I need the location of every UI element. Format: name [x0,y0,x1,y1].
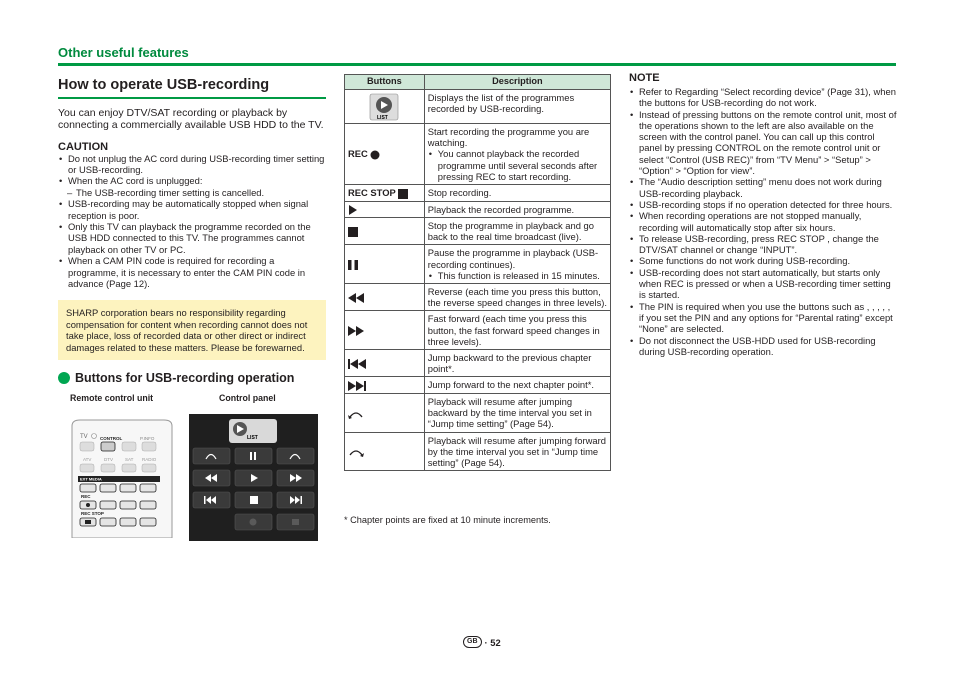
table-cell-description: Jump forward to the next chapter point*. [424,377,610,394]
pause-desc: Pause the programme in playback (USB-recording continues). [427,247,599,270]
table-cell-description: Displays the list of the programmes recorded by USB-recording. [424,90,610,124]
region-badge: GB [463,636,482,648]
table-row [345,377,611,394]
panel-caption: Control panel [219,393,276,404]
note-heading: NOTE [629,72,660,84]
page-number [463,636,501,648]
jump-back-icon [348,409,364,419]
remote-ext-label: EXT MEDIA [80,476,102,482]
table-row [345,394,611,433]
top-rule [58,63,896,66]
remote-radio-label: RADIO [142,457,157,462]
note-item: • USB-recording stops if no operation detected for three hours. [629,199,897,210]
play-icon [348,205,358,215]
table-row [345,90,611,124]
table-cell-description [424,245,610,284]
section-title: Other useful features [58,45,189,60]
note-item: • Do not disconnect the USB-HDD used for USB-recording during USB-recording operation. [629,335,897,358]
table-cell-description: Fast forward (each time you press this button, the fast forward speed changes in three levels). [424,311,610,350]
note-item: • The “Audio description setting” menu does not work during USB-recording playback. [629,176,897,199]
table-footnote: * Chapter points are fixed at 10 minute increments. [344,515,551,525]
pause-desc-sub: • This function is released in 15 minutes. [428,270,607,281]
record-circle-icon [370,150,380,160]
buttons-heading [58,371,326,385]
fast-forward-button-cell [345,311,425,350]
buttons-heading-text: Buttons for USB-recording operation [75,371,295,386]
table-row [345,245,611,284]
table-cell-description: Playback will resume after jumping backward by the time interval you set in “Jump time setting” (Page 54). [424,394,610,433]
table-row [345,432,611,471]
stop-icon [348,227,358,237]
remote-pinfo-label: P.INFO [140,436,155,441]
buttons-table [344,74,611,471]
figure-captions [58,393,326,405]
skip-back-button-cell [345,350,425,377]
remote-atv-label: ATV [83,457,92,462]
intro-text: You can enjoy DTV/SAT recording or playback by connecting a commercially available USB HDD to the TV. [58,107,324,132]
rewind-icon [348,293,364,303]
note-item: • USB-recording does not start automatically, but starts only when REC is pressed or when a USB-recording timer setting is started. [629,267,897,301]
note-item: • To release USB-recording, press REC STOP , change the DTV/SAT channel or change “INPUT”. [629,233,897,256]
page-heading: How to operate USB-recording [58,77,326,99]
remote-sat-label: SAT [125,457,134,462]
table-cell-description [424,124,610,185]
skip-back-icon [348,359,368,369]
remote-dtv-label: DTV [104,457,113,462]
list-button-text: LIST [377,114,389,121]
note-list [629,86,897,357]
control-panel-illustration [189,414,318,541]
skip-forward-button-cell [345,377,425,394]
caution-item: • When the AC cord is unplugged: [58,175,326,186]
note-item: • The PIN is required when you use the buttons such as , , , , , if you set the PIN and any options for “Parental rating” except “None” are selected. [629,301,897,335]
jump-forward-button-cell [345,432,425,471]
table-row [345,185,611,202]
caution-item: • Do not unplug the AC cord during USB-recording timer setting or USB-recording. [58,153,326,176]
remote-recstop-label: REC STOP [81,511,104,516]
stop-square-icon [398,189,408,199]
list-button-cell [345,90,425,124]
table-row [345,218,611,245]
table-row [345,124,611,185]
caution-heading: CAUTION [58,140,109,153]
rec-desc: Start recording the programme you are watching. [427,126,590,149]
rewind-button-cell [345,284,425,311]
panel-list-label: LIST [247,435,258,441]
pause-button-cell [345,245,425,284]
caution-list [58,153,326,290]
pause-icon [348,260,358,270]
note-item: • Some functions do not work during USB-recording. [629,255,897,266]
caution-subitem: – The USB-recording timer setting is cancelled. [58,187,326,198]
caution-item: • When a CAM PIN code is required for recording a programme, it is necessary to enter the CAM PIN code in advance (Page 12). [58,255,326,289]
remote-control-label: CONTROL [100,436,123,441]
table-cell-description: Playback will resume after jumping forward by the time interval you set in “Jump time setting” (Page 54). [424,432,610,471]
note-item: • When recording operations are not stopped manually, recording will automatically stop after six hours. [629,210,897,233]
stop-button-cell [345,218,425,245]
col-header-description: Description [424,75,610,90]
skip-forward-icon [348,381,368,391]
table-row [345,311,611,350]
table-row [345,350,611,377]
table-row [345,284,611,311]
note-item: • Instead of pressing buttons on the remote control unit, most of the operations shown to the left are also available on the screen with the control panel. You can call up this control panel by pressing CONTROL on the remote control unit or select “Control (USB REC)” from “TV Menu” > “Setup” > “Option” > “Option for view”. [629,109,897,177]
remote-tv-label: TV [80,434,88,440]
remote-caption: Remote control unit [70,393,154,404]
remote-rec-label: REC [81,494,91,499]
table-cell-description: Playback the recorded programme. [424,201,610,218]
note-column [629,72,897,357]
page-number-text: · 52 [484,636,501,648]
col-header-buttons: Buttons [345,75,425,90]
jump-forward-icon [348,447,364,457]
table-cell-description: Reverse (each time you press this button, the reverse speed changes in three levels). [424,284,610,311]
fast-forward-icon [348,326,364,336]
table-cell-description: Stop recording. [424,185,610,202]
disclaimer-box: SHARP corporation bears no responsibility regarding compensation for content when recording cannot does not take place, loss of recorded data or other direct or indirect damages related to these matters. Please be forewarned. [58,300,326,360]
table-row [345,201,611,218]
left-column [58,77,326,405]
rec-button-cell [345,124,425,185]
remote-control-illustration [68,418,174,538]
rec-stop-label: REC STOP [348,187,396,199]
table-header-row [345,75,611,90]
caution-item: • Only this TV can playback the programme recorded on the USB HDD connected to this TV. The programmes cannot playback on other TV or PC. [58,221,326,255]
rec-stop-button-cell [345,185,425,202]
jump-back-button-cell [345,394,425,433]
table-cell-description: Stop the programme in playback and go back to the real time broadcast (live). [424,218,610,245]
play-button-cell [345,201,425,218]
rec-button-label: REC [348,148,368,160]
bullet-dot-icon [58,372,70,384]
rec-desc-sub: • You cannot playback the recorded programme until several seconds after pressing REC to start recording. [428,148,607,182]
list-button-icon [369,93,399,121]
table-cell-description: Jump backward to the previous chapter point*. [424,350,610,377]
note-item: • Refer to Regarding “Select recording device” (Page 31), when the buttons for USB-recording do not work. [629,86,897,109]
caution-item: • USB-recording may be automatically stopped when signal reception is poor. [58,198,326,221]
